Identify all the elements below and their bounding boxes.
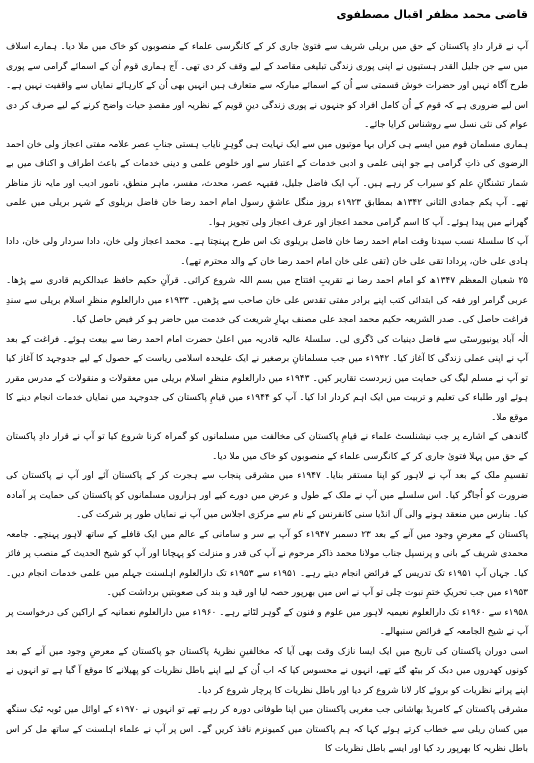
- paragraph-7: تقسیمِ ملک کے بعد آپ نے لاہور کو اپنا مستقر بنایا۔ ۱۹۴۷ء میں مشرقی پنجاب سے ہجرت کر کے پاکستان آئے اور آپ نے پاکستان کی ضرورت کو اُجاگر کیا۔ اس سلسلے میں آپ نے ملک کے طول و عرض میں دورے کیے اور ہزاروں مسلمانوں کو پاکستان کی حمایت پر آمادہ کیا۔ بنارس میں منعقد ہونے والی آل انڈیا سنی کانفرنس کے نام سے مرکزی اجلاس میں آپ نے نمایاں طور پر شرکت کی۔: [6, 471, 528, 520]
- paragraph-1: آپ نے قرار دادِ پاکستان کے حق میں بریلی شریف سے فتویٰ جاری کر کے کانگرسی علماء کے منصوبوں کو خاک میں ملا دیا۔ ہمارے اسلاف میں سے جن جلیل القدر ہستیوں نے اپنی پوری زندگی تبلیغی مقاصد کے لیے وقف کر دی تھی۔ آج ہماری قوم اُن کے اسمائے گرامی سے پوری طرح آگاہ نہیں اور حضرات خوش قسمتی سے اُن کے اسمائے مبارکہ سے متعارف ہیں انہیں بھی اُن کے کارہائے نمایاں سے واقفیت نہیں ہے۔ اس لیے ضروری ہے کہ قوم کے اُن کامل افراد کو جنہوں نے پوری زندگی دینِ قویم کے نظریہ اور مقصدِ حیات واضح کرنے کے لیے صرف کر دی عوام کی نئی نسل سے روشناس کرایا جائے۔: [6, 42, 528, 130]
- author-heading: قاضی محمد مظفر اقبال مصطفوی: [336, 8, 528, 21]
- paragraph-10: اسی دوران پاکستان کی تاریخ میں ایک ایسا نازک وقت بھی آیا کہ مخالفینِ نظریۂ پاکستان جو پاکستان کے معرضِ وجود میں آنے کے بعد کونوں کھدروں میں دبک کر بیٹھ گئے تھے، انہوں نے محسوس کیا کہ اب اُن کے لیے اپنے باطل نظریات کو پھیلانے کا موقع آ گیا ہے تو انہوں نے اپنے پرانے نظریات کو بروئے کار لانا شروع کر دیا اور باطل نظریات کا پرچار شروع کر دیا۔: [6, 646, 528, 696]
- paragraph-11: مشرقی پاکستان کے کامریڈ بھاشانی جب مغربی پاکستان میں اپنا طوفانی دورہ کر رہے تھے تو انہوں نے ۱۹۷۰ء کے اوائل میں ٹوبہ ٹیک سنگھ میں کسان ریلی سے خطاب کرتے ہوئے کہا کہ ہم پاکستان میں کمیونزم نافذ کریں گے۔ اس پر آپ نے علماء اہلسنت کے ساتھ مل کر اس باطل نظریہ کا بھرپور رد کیا اور ایسے باطل نظریات کا: [6, 705, 528, 754]
- paragraph-2: ہماری مسلمان قوم میں ایسے ہی کراں بہا موتیوں میں سے ایک نہایت ہی گوہرِ نایاب ہستی جنابِ عصر علامہ مفتی اعجاز ولی خان احمد الرضوی کی ذاتِ گرامی ہے جو اپنی علمی و ادبی خدمات کے اعتبار سے اور خلوص علمی و دینی خدمات کے باعث اطراف و اکناف میں بے شمار تشنگانِ علم کو سیراب کر رہے ہیں۔ آپ ایک فاضل جلیل، فقیہہ عصر، محدث، مفسر، ماہر منطق، نامور ادیب اور مایہ ناز مناظر تھے۔ آپ یکم جمادی الثانی ۱۳۴۲ھ بمطابق ۱۹۲۳ء بروز منگل عاشقِ رسول امام احمد رضا خان فاضل بریلوی کے شہر بریلی میں علمی گھرانے میں پیدا ہوئے۔ آپ کا اسم گرامی محمد اعجاز اور عرف اعجاز ولی تجویز ہوا۔: [6, 139, 528, 228]
- paragraph-8: پاکستان کے معرضِ وجود میں آنے کے بعد ۲۳ دسمبر ۱۹۴۷ء کو آپ بے سر و سامانی کے عالم میں ایک قافلے کے ساتھ لاہور پہنچے۔ جامعہ محمدی شریف کے بانی و پرنسپل جناب مولانا محمد ذاکر مرحوم نے آپ کی قدر و منزلت کو پہچانا اور آپ کو شیخ الحدیث کے منصب پر فائز کیا۔ جہاں آپ ۱۹۵۱ء تک تدریس کے فرائض انجام دیتے رہے۔ ۱۹۵۱ء سے ۱۹۵۳ء تک دارالعلوم اہلسنت جہلم میں علمی خدمات انجام دیں۔ ۱۹۵۳ء میں جب تحریکِ ختمِ نبوت چلی تو آپ نے اس میں بھرپور حصہ لیا اور قید و بند کی صعوبتیں برداشت کیں۔: [6, 529, 529, 598]
- paragraph-6: گاندھی کے اشارے پر جب نیشنلسٹ علماء نے قیامِ پاکستان کی مخالفت میں مسلمانوں کو گمراہ کرنا شروع کیا تو آپ نے قرار دادِ پاکستان کے حق میں پہلا فتویٰ جاری کر کے کانگرسی علماء کے منصوبوں کو خاک میں ملا دیا۔: [6, 432, 528, 462]
- paragraph-9: ۱۹۵۸ء سے ۱۹۶۰ء تک دارالعلوم نعیمیہ لاہور میں علوم و فنون کے گوہر لٹاتے رہے۔ ۱۹۶۰ء میں دارالعلوم نعمانیہ کے اراکین کی درخواست پر آپ نے شیخ الجامعہ کے فرائض سنبھالے۔: [6, 607, 528, 637]
- paragraph-5: الٰہ آباد یونیورسٹی سے فاضل دینیات کی ڈگری لی۔ سلسلۂ عالیہ قادریہ میں اعلیٰ حضرت امام احمد رضا سے بیعت ہوئے۔ فراغت کے بعد آپ نے اپنی عملی زندگی کا آغاز کیا۔ ۱۹۴۲ء میں جب مسلمانانِ برصغیر نے ایک علیحدہ اسلامی ریاست کے حصول کے لیے جدوجہد کا آغاز کیا تو آپ نے مسلم لیگ کی حمایت میں زبردست تقاریر کیں۔ ۱۹۴۳ء میں دارالعلوم منظرِ اسلام بریلی میں معقولات و منقولات کے مدرس مقرر ہوئے اور طلباء کی تعلیم و تربیت میں ایک اہم کردار ادا کیا۔ آپ کو ۱۹۴۴ء میں قیامِ پاکستان کی جدوجہد میں نمایاں خدمات انجام دینے کا موقع ملا۔: [6, 334, 528, 423]
- paragraph-3: آپ کا سلسلۂ نسب سیدنا وقت امام احمد رضا خان فاضل بریلوی تک اس طرح پہنچتا ہے۔ محمد اعجاز ولی خان، دادا سردار ولی خان، دادا ہادی علی خان، پردادا تقی علی خان (تقی علی خان امام احمد رضا خان کے والد محترم تھے)۔: [6, 237, 528, 267]
- paragraph-4: ۲۵ شعبان المعظم ۱۳۴۷ھ کو امام احمد رضا نے تقریبِ افتتاح میں بسم اللہ شروع کرائی۔ قرآنِ حکیم حافظ عبدالکریم قادری سے پڑھا۔ عربی گرامر اور فقہ کی ابتدائی کتب اپنے برادر مفتی تقدس علی خان صاحب سے پڑھیں۔ ۱۹۳۳ء میں دارالعلوم منظرِ اسلام بریلی سے سندِ فراغت حاصل کی۔ صدر الشریعہ حکیم محمد امجد علی مصنف بہارِ شریعت کی خدمت میں حاضر ہو کر فیض حاصل کیا۔: [6, 276, 528, 325]
